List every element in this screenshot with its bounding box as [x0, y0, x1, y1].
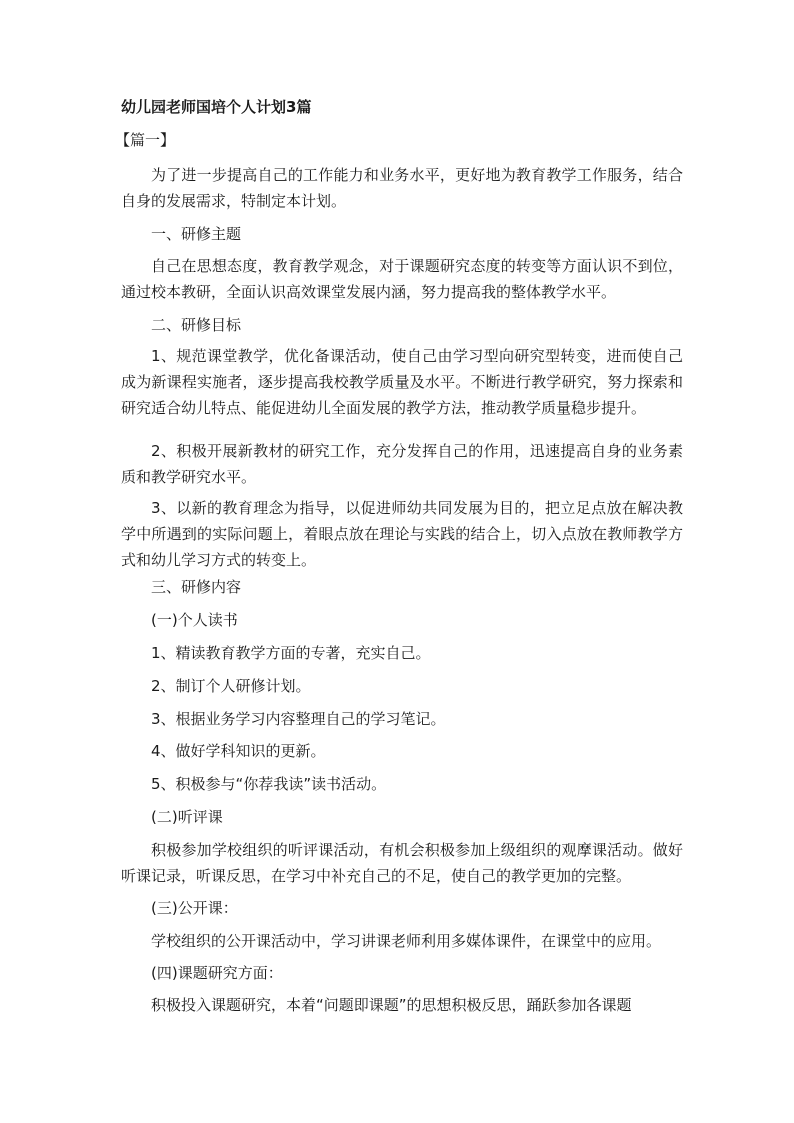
list-item-reading-4: 4、做好学科知识的更新。 — [151, 742, 326, 760]
paragraph-topic-research: 积极投入课题研究，本着“问题即课题”的思想积极反思，踊跃参加各课题 — [151, 996, 632, 1014]
subheading-lesson-observation: (二)听评课 — [151, 808, 223, 826]
subheading-open-class: (三)公开课： — [151, 899, 238, 917]
list-item-reading-1: 1、精读教育教学方面的专著，充实自己。 — [151, 644, 431, 662]
paragraph-goal-3: 3、以新的教育理念为指导，以促进师幼共同发展为目的，把立足点放在解决教学中所遇到的实际问题上，着眼点放在理论与实践的结合上，切入点放在教师教学方式和幼儿学习方式的转变上。 — [121, 499, 683, 569]
section-label: 【篇一】 — [115, 131, 176, 149]
document-title: 幼儿园老师国培个人计划3篇 — [121, 98, 312, 116]
paragraph-intro: 为了进一步提高自己的工作能力和业务水平，更好地为教育教学工作服务，结合自身的发展需求，特制定本计划。 — [121, 166, 683, 210]
list-item-reading-5: 5、积极参与“你荐我读”读书活动。 — [151, 775, 387, 793]
subheading-topic-research: (四)课题研究方面： — [151, 964, 283, 982]
subheading-personal-reading: (一)个人读书 — [151, 611, 238, 629]
heading-research-theme: 一、研修主题 — [151, 225, 242, 243]
paragraph-lesson-observation: 积极参加学校组织的听评课活动，有机会积极参加上级组织的观摩课活动。做好听课记录，听课反思，在学习中补充自己的不足，使自己的教学更加的完整。 — [121, 841, 683, 885]
heading-research-content: 三、研修内容 — [151, 578, 242, 596]
paragraph-open-class: 学校组织的公开课活动中，学习讲课老师利用多媒体课件，在课堂中的应用。 — [151, 932, 662, 950]
list-item-reading-3: 3、根据业务学习内容整理自己的学习笔记。 — [151, 710, 446, 728]
list-item-reading-2: 2、制订个人研修计划。 — [151, 677, 311, 695]
paragraph-goal-1: 1、规范课堂教学，优化备课活动，使自己由学习型向研究型转变，进而使自己成为新课程实施者，逐步提高我校教学质量及水平。不断进行教学研究，努力探索和研究适合幼儿特点、能促进幼儿全面发展的教学方法，推动教学质量稳步提升。 — [121, 347, 683, 417]
paragraph-goal-2: 2、积极开展新教材的研究工作，充分发挥自己的作用，迅速提高自身的业务素质和教学研究水平。 — [121, 442, 683, 486]
paragraph-research-theme: 自己在思想态度，教育教学观念，对于课题研究态度的转变等方面认识不到位，通过校本教研，全面认识高效课堂发展内涵，努力提高我的整体教学水平。 — [121, 257, 683, 301]
heading-research-goals: 二、研修目标 — [151, 316, 242, 334]
